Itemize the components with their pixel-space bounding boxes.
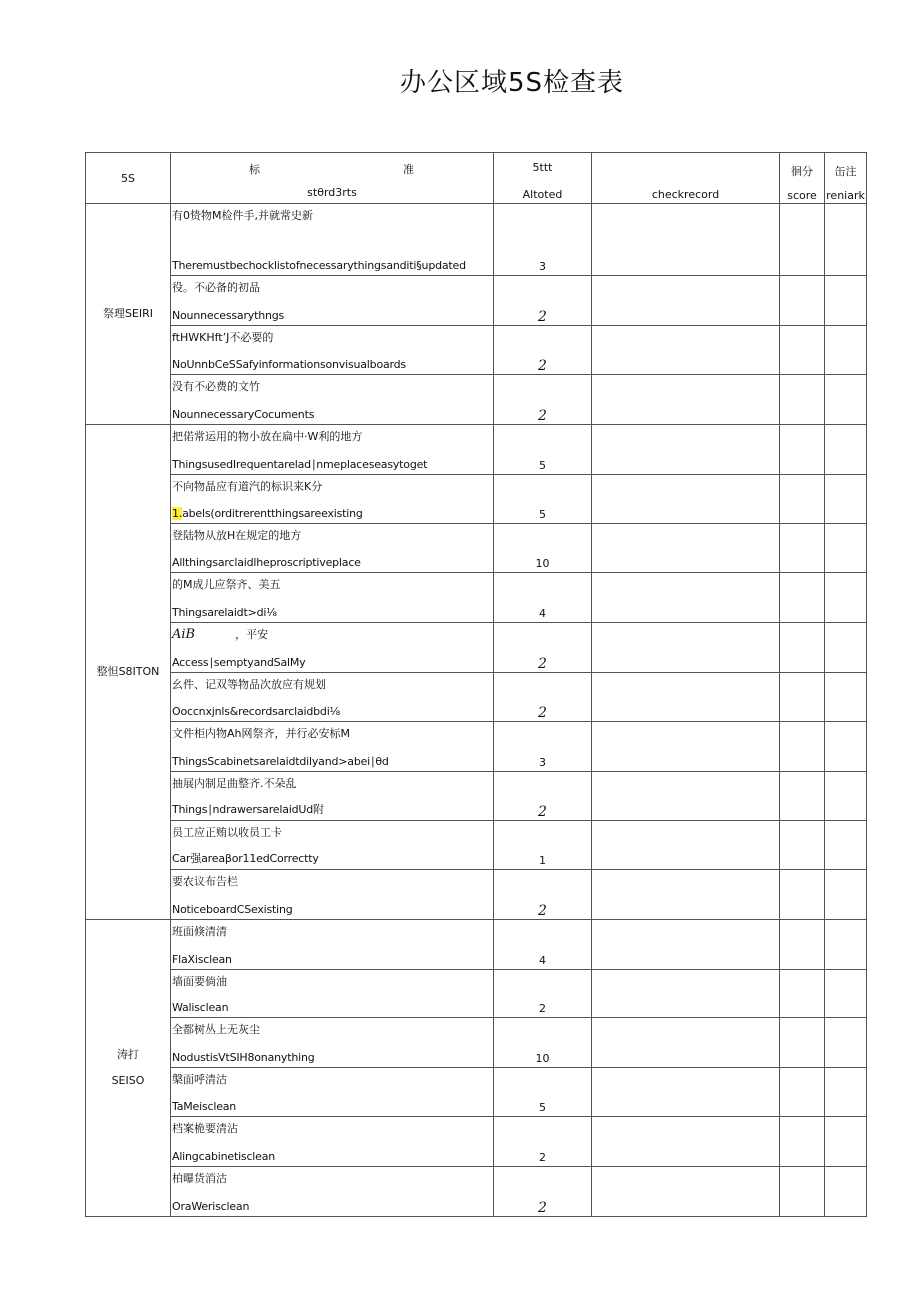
category-cell [86, 920, 171, 1217]
points-value: 5 [539, 1101, 546, 1114]
points-value: 2 [538, 1200, 547, 1216]
points-cell [494, 772, 592, 821]
standard-en-text: NoticeboardCSexisting [172, 903, 293, 916]
standard-zh-text: 墙面要倘油 [172, 975, 227, 988]
table-row [86, 920, 867, 970]
header-standards [171, 153, 494, 204]
remark-cell[interactable] [825, 623, 867, 673]
table-row [86, 475, 867, 524]
standard-zh [172, 478, 322, 494]
standard-cell [171, 623, 494, 673]
header-remark [825, 153, 867, 204]
remark-cell[interactable] [825, 821, 867, 870]
check-record-cell[interactable] [592, 375, 780, 425]
category-label: SEISO [111, 1074, 145, 1087]
points-value: 10 [535, 1052, 550, 1065]
check-record-cell[interactable] [592, 573, 780, 623]
table-row [86, 326, 867, 375]
header-points-top: 5ttt [532, 161, 553, 174]
points-cell [494, 375, 592, 425]
standard-cell [171, 425, 494, 475]
standard-cell [171, 821, 494, 870]
standard-en [172, 953, 232, 966]
standard-zh-text: 有0贽物M检件手,并就常史新 [172, 209, 313, 222]
header-standards-zh-right: 准 [403, 163, 414, 176]
standard-cell [171, 1068, 494, 1117]
standard-en-text: Access∣semptyandSalMy [172, 656, 306, 669]
points-cell [494, 1117, 592, 1167]
remark-cell[interactable] [825, 425, 867, 475]
standard-zh [172, 873, 238, 889]
table-row [86, 623, 867, 673]
score-cell[interactable] [780, 326, 825, 375]
standard-en [172, 458, 427, 471]
standard-en [172, 1200, 249, 1213]
table-row [86, 524, 867, 573]
points-value: 2 [538, 309, 547, 325]
standard-zh-italic: AiB [172, 627, 196, 642]
table-row [86, 425, 867, 475]
standard-zh-text: ，平安 [235, 628, 269, 641]
standard-zh-text: 班面倏清清 [172, 925, 227, 938]
standard-cell [171, 276, 494, 326]
standard-cell [171, 204, 494, 276]
points-value: 2 [538, 358, 547, 374]
standard-zh-text: 槃面呼清沽 [172, 1073, 227, 1086]
standard-en-text: Thingsarelaidt>di⅛ [172, 606, 277, 619]
standard-en [172, 850, 319, 866]
standard-cell [171, 673, 494, 722]
standard-zh [172, 626, 268, 642]
standard-zh [172, 1120, 238, 1136]
score-cell[interactable] [780, 722, 825, 772]
score-cell[interactable] [780, 276, 825, 326]
check-record-cell[interactable] [592, 204, 780, 276]
standard-en [172, 309, 284, 322]
score-cell[interactable] [780, 1167, 825, 1217]
header-remark-en: reniark [826, 189, 865, 202]
standard-cell [171, 375, 494, 425]
standard-zh-text: ftHWKHft’J不必要的 [172, 331, 274, 344]
standard-zh-text: 没有不必费的文竹 [172, 380, 260, 393]
standard-cell [171, 920, 494, 970]
check-record-cell[interactable] [592, 722, 780, 772]
points-value: 3 [539, 756, 546, 769]
check-record-cell[interactable] [592, 772, 780, 821]
remark-cell[interactable] [825, 870, 867, 920]
standard-cell [171, 722, 494, 772]
standard-zh [172, 428, 362, 444]
score-cell[interactable] [780, 204, 825, 276]
standard-en-text: ThingsScabinetsarelaidtdilyand>abei∣θd [172, 755, 389, 768]
standard-zh-text: 登陆物从放H在规定的地方 [172, 529, 302, 542]
standard-en [172, 358, 406, 371]
standard-zh-text: 文件柜内物Ah网祭齐，并行必安标M [172, 727, 350, 740]
table-row [86, 1018, 867, 1068]
table-row [86, 1068, 867, 1117]
standard-en-text: abels(orditrerentthingsareexisting [182, 507, 363, 520]
standard-zh-text: 不向物晶应有道汽的标识来K分 [172, 480, 323, 493]
standard-en-text: FlaXisclean [172, 953, 232, 966]
standard-en-text: Things∣ndrawersarelaidUd附 [172, 803, 324, 816]
points-cell [494, 1167, 592, 1217]
standard-zh-text: 员工应正贿以收员工卡 [172, 826, 282, 839]
standard-zh-text: 要农议布告栏 [172, 875, 238, 888]
standard-en [172, 1100, 236, 1113]
standard-cell [171, 573, 494, 623]
check-record-cell[interactable] [592, 1018, 780, 1068]
category-label: 祭理SEIRI [102, 307, 154, 320]
standard-zh-text: 抽展内制足曲整齐.不朵乱 [172, 777, 297, 790]
standard-zh [172, 576, 281, 592]
header-score-zh: 徊分 [791, 165, 813, 178]
header-check-record [592, 153, 780, 204]
standard-zh [172, 1021, 260, 1037]
score-cell[interactable] [780, 920, 825, 970]
standard-en [172, 507, 363, 520]
standard-zh-text: 幺件、记双等物品次放应有规划 [172, 678, 326, 691]
table-row [86, 1167, 867, 1217]
header-points [494, 153, 592, 204]
check-record-cell[interactable] [592, 276, 780, 326]
inspection-table [85, 152, 867, 1217]
standard-en [172, 801, 324, 817]
standard-en [172, 1001, 228, 1014]
standard-cell [171, 870, 494, 920]
standard-zh-text: 全都树丛上无灰尘 [172, 1023, 260, 1036]
header-standards-en: stθrd3rts [307, 186, 357, 199]
score-cell[interactable] [780, 1117, 825, 1167]
check-record-cell[interactable] [592, 1068, 780, 1117]
points-cell [494, 920, 592, 970]
score-cell[interactable] [780, 870, 825, 920]
standard-zh [172, 725, 350, 741]
points-value: 4 [539, 607, 546, 620]
points-value: 2 [539, 1002, 546, 1015]
table-row [86, 821, 867, 870]
standard-cell [171, 1117, 494, 1167]
standard-en-text: Ooccnxjnls&recordsarclaidbdi⅛ [172, 705, 341, 718]
standard-en-text: NodustisVtSIH8onanything [172, 1051, 315, 1064]
standard-en [172, 755, 389, 768]
standard-en [172, 1051, 315, 1064]
standard-zh [172, 775, 297, 791]
standard-en-text: Walisclean [172, 1001, 229, 1014]
points-cell [494, 870, 592, 920]
standard-en-text: Car强areaβor11edCorrectty [172, 852, 319, 865]
table-row [86, 970, 867, 1018]
standard-en-text: NounnecessaryCocuments [172, 408, 315, 421]
category-cell [86, 425, 171, 920]
remark-cell[interactable] [825, 475, 867, 524]
standard-cell [171, 1167, 494, 1217]
check-record-cell[interactable] [592, 1167, 780, 1217]
check-record-cell[interactable] [592, 970, 780, 1018]
check-record-cell[interactable] [592, 475, 780, 524]
category-label: 整怛S8ITON [96, 665, 160, 678]
remark-cell[interactable] [825, 970, 867, 1018]
score-cell[interactable] [780, 1018, 825, 1068]
points-cell [494, 623, 592, 673]
check-record-cell[interactable] [592, 1117, 780, 1167]
remark-cell[interactable] [825, 673, 867, 722]
points-value: 4 [539, 954, 546, 967]
header-points-bottom: Altoted [522, 188, 563, 201]
standard-zh [172, 329, 273, 345]
check-record-cell[interactable] [592, 326, 780, 375]
header-5s: 5S [86, 153, 171, 204]
standard-en-text: Nounnecessarythngs [172, 309, 285, 322]
standard-zh [172, 923, 227, 939]
points-value: 3 [539, 260, 546, 273]
standard-en [172, 259, 466, 272]
highlighted-text: 1. [172, 507, 183, 520]
remark-cell[interactable] [825, 573, 867, 623]
table-row [86, 276, 867, 326]
remark-cell[interactable] [825, 722, 867, 772]
points-value: 2 [538, 903, 547, 919]
remark-cell[interactable] [825, 1117, 867, 1167]
points-cell [494, 276, 592, 326]
table-row [86, 870, 867, 920]
remark-cell[interactable] [825, 276, 867, 326]
standard-en-text: Theremustbechocklistofnecessarythingsanditi§updated [172, 259, 466, 272]
standard-en [172, 903, 293, 916]
standard-en-text: Alingcabinetisclean [172, 1150, 276, 1163]
points-cell [494, 425, 592, 475]
table-row [86, 772, 867, 821]
points-cell [494, 970, 592, 1018]
remark-cell[interactable] [825, 204, 867, 276]
remark-cell[interactable] [825, 375, 867, 425]
check-record-cell[interactable] [592, 623, 780, 673]
header-row [86, 153, 867, 204]
points-cell [494, 722, 592, 772]
remark-cell[interactable] [825, 772, 867, 821]
remark-cell[interactable] [825, 326, 867, 375]
score-cell[interactable] [780, 772, 825, 821]
score-cell[interactable] [780, 821, 825, 870]
points-value: 2 [539, 1151, 546, 1164]
check-record-cell[interactable] [592, 821, 780, 870]
standard-en [172, 1150, 275, 1163]
points-cell [494, 673, 592, 722]
remark-cell[interactable] [825, 524, 867, 573]
standard-cell [171, 772, 494, 821]
standard-en [172, 556, 361, 569]
standard-zh [172, 1071, 227, 1087]
standard-zh-text: 役。不必备的初品 [172, 281, 260, 294]
points-cell [494, 573, 592, 623]
check-record-cell[interactable] [592, 673, 780, 722]
score-cell[interactable] [780, 475, 825, 524]
standard-zh-text: 柏曝货消沽 [172, 1172, 227, 1185]
standard-en-text: OraWerisclean [172, 1200, 250, 1213]
points-cell [494, 326, 592, 375]
table-row [86, 722, 867, 772]
points-cell [494, 821, 592, 870]
header-remark-zh: 缶注 [834, 165, 857, 178]
standard-zh [172, 1170, 227, 1186]
category-cell [86, 204, 171, 425]
header-score [780, 153, 825, 204]
standard-zh-text: 的M成儿应祭齐、美五 [172, 578, 281, 591]
standard-en [172, 656, 305, 669]
score-cell[interactable] [780, 623, 825, 673]
header-check-label: checkrecord [651, 188, 720, 201]
standard-en [172, 606, 277, 619]
table-row [86, 1117, 867, 1167]
points-value: 1 [539, 854, 546, 867]
score-cell[interactable] [780, 1068, 825, 1117]
standard-zh-text: 档案桅要清沾 [172, 1122, 238, 1135]
remark-cell[interactable] [825, 1018, 867, 1068]
points-value: 2 [538, 804, 547, 820]
points-cell [494, 204, 592, 276]
standard-cell [171, 524, 494, 573]
points-cell [494, 475, 592, 524]
score-cell[interactable] [780, 970, 825, 1018]
check-record-cell[interactable] [592, 920, 780, 970]
standard-zh [172, 676, 326, 692]
score-cell[interactable] [780, 375, 825, 425]
standard-cell [171, 326, 494, 375]
points-value: 2 [538, 656, 547, 672]
points-value: 2 [538, 408, 547, 424]
score-cell[interactable] [780, 573, 825, 623]
table-row [86, 204, 867, 276]
remark-cell[interactable] [825, 1068, 867, 1117]
points-value: 10 [535, 557, 550, 570]
standard-zh [172, 279, 260, 295]
score-cell[interactable] [780, 425, 825, 475]
points-value: 2 [538, 705, 547, 721]
score-cell[interactable] [780, 673, 825, 722]
standard-cell [171, 475, 494, 524]
standard-cell [171, 970, 494, 1018]
table-row [86, 673, 867, 722]
standard-zh-text: 把偌常运用的物小放在扁中·W利的地方 [172, 430, 363, 443]
standard-zh [172, 527, 301, 543]
standard-en-text: NoUnnbCeSSafyinformationsonvisualboards [172, 358, 406, 371]
standard-en-text: ThingsusedIrequentarelad∣nmeplaceseasytoget [172, 458, 428, 471]
points-value: 5 [539, 459, 546, 472]
header-score-en: score [787, 189, 817, 202]
page-title: 办公区域5S检查表 [400, 68, 625, 98]
points-value: 5 [539, 508, 546, 521]
standard-en-text: TaMeisclean [172, 1100, 237, 1113]
points-cell [494, 524, 592, 573]
category-label: 涛打 [117, 1048, 139, 1061]
points-cell [494, 1068, 592, 1117]
standard-cell [171, 1018, 494, 1068]
standard-zh [172, 378, 260, 394]
standard-zh [172, 207, 313, 223]
check-record-cell[interactable] [592, 425, 780, 475]
table-row [86, 573, 867, 623]
remark-cell[interactable] [825, 1167, 867, 1217]
standard-en-text: Allthingsarclaidlheproscriptiveplace [172, 556, 361, 569]
table-row [86, 375, 867, 425]
standard-en [172, 705, 340, 718]
standard-zh [172, 824, 282, 840]
header-standards-zh-left: 标 [249, 163, 260, 176]
standard-zh [172, 973, 227, 989]
check-record-cell[interactable] [592, 524, 780, 573]
check-record-cell[interactable] [592, 870, 780, 920]
points-cell [494, 1018, 592, 1068]
score-cell[interactable] [780, 524, 825, 573]
remark-cell[interactable] [825, 920, 867, 970]
standard-en [172, 408, 314, 421]
